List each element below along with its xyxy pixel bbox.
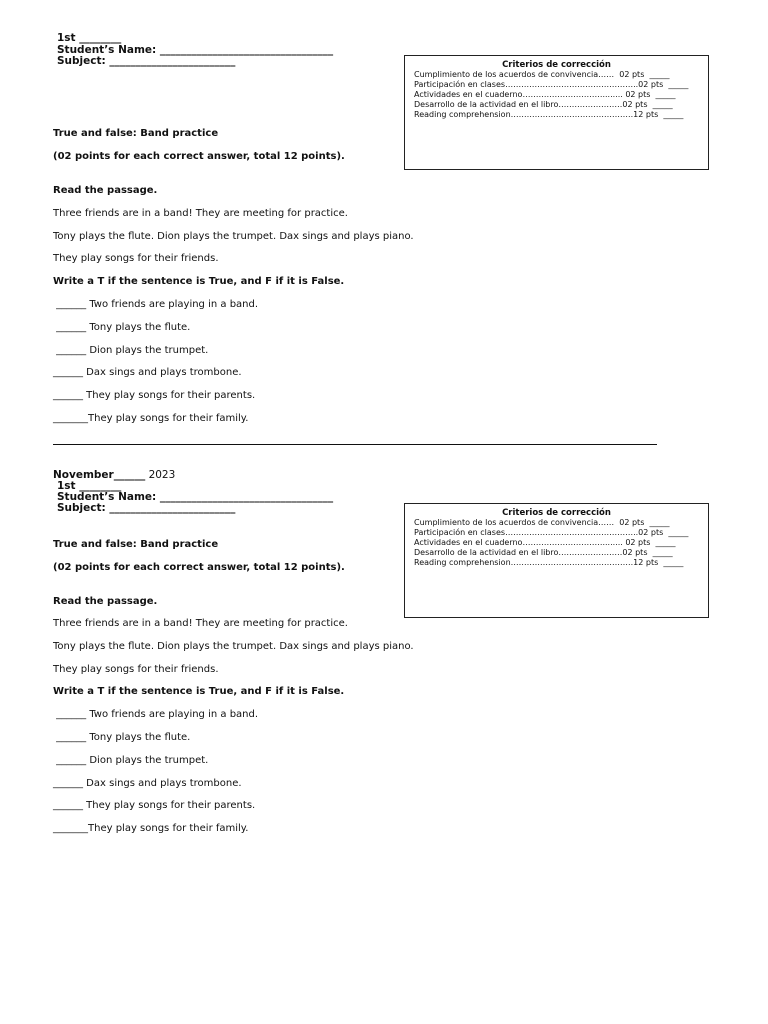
- date-month: November______: [53, 469, 146, 481]
- subject-line: Subject: ________________________: [57, 502, 236, 514]
- subject-line: Subject: ________________________: [57, 55, 236, 67]
- passage-line: They play songs for their friends.: [53, 253, 219, 264]
- student-name-line: Student’s Name: _________________________________: [57, 44, 334, 56]
- true-false-instruction: Write a T if the sentence is True, and F if it is False.: [53, 276, 345, 287]
- true-false-instruction: Write a T if the sentence is True, and F if it is False.: [53, 686, 345, 697]
- criteria-item: Reading comprehension……………………………………….12 pts _____: [414, 110, 684, 119]
- statement-item: ______ Dion plays the trumpet.: [53, 345, 209, 356]
- criteria-title: Criterios de corrección: [502, 60, 611, 70]
- grading-criteria-box: [404, 503, 709, 618]
- criteria-item: Desarrollo de la actividad en el libro……………………02 pts _____: [414, 548, 673, 557]
- grade-line: 1st ________: [57, 32, 122, 44]
- criteria-title: Criterios de corrección: [502, 508, 611, 518]
- read-instruction: Read the passage.: [53, 596, 158, 607]
- statement-item: ______ Dion plays the trumpet.: [53, 755, 209, 766]
- points-note: (02 points for each correct answer, total 12 points).: [53, 562, 345, 573]
- passage-line: Tony plays the flute. Dion plays the trumpet. Dax sings and plays piano.: [53, 231, 414, 242]
- passage-line: Three friends are in a band! They are meeting for practice.: [53, 208, 348, 219]
- passage-line: Three friends are in a band! They are meeting for practice.: [53, 618, 348, 629]
- criteria-item: Participación en clases…………………………………………..02 pts _____: [414, 528, 689, 537]
- criteria-item: Actividades en el cuaderno…………………………........ 02 pts _____: [414, 538, 676, 547]
- statement-item: ______ Dax sings and plays trombone.: [53, 778, 242, 789]
- statement-item: ______ They play songs for their parents.: [53, 800, 256, 811]
- cut-line-divider: [53, 444, 657, 445]
- criteria-item: Cumplimiento de los acuerdos de convivencia…… 02 pts _____: [414, 518, 670, 527]
- exercise-title: True and false: Band practice: [53, 539, 219, 550]
- criteria-item: Desarrollo de la actividad en el libro……………………02 pts _____: [414, 100, 673, 109]
- statement-item: _______They play songs for their family.: [53, 823, 249, 834]
- passage-line: They play songs for their friends.: [53, 664, 219, 675]
- exercise-title: True and false: Band practice: [53, 128, 219, 139]
- criteria-item: Participación en clases…………………………………………..02 pts _____: [414, 80, 689, 89]
- date-year: 2023: [145, 469, 176, 481]
- points-note: (02 points for each correct answer, total 12 points).: [53, 151, 345, 162]
- statement-item: ______ Tony plays the flute.: [53, 732, 191, 743]
- criteria-item: Cumplimiento de los acuerdos de convivencia…… 02 pts _____: [414, 70, 670, 79]
- criteria-item: Reading comprehension……………………………………….12 pts _____: [414, 558, 684, 567]
- statement-item: ______ Tony plays the flute.: [53, 322, 191, 333]
- passage-line: Tony plays the flute. Dion plays the trumpet. Dax sings and plays piano.: [53, 641, 414, 652]
- student-name-line: Student’s Name: _________________________________: [57, 491, 334, 503]
- grade-line: 1st ________: [57, 480, 122, 492]
- statement-item: ______ Two friends are playing in a band.: [53, 299, 259, 310]
- statement-item: ______ Two friends are playing in a band.: [53, 709, 259, 720]
- read-instruction: Read the passage.: [53, 185, 158, 196]
- criteria-item: Actividades en el cuaderno…………………………........ 02 pts _____: [414, 90, 676, 99]
- statement-item: ______ Dax sings and plays trombone.: [53, 367, 242, 378]
- statement-item: ______ They play songs for their parents.: [53, 390, 256, 401]
- statement-item: _______They play songs for their family.: [53, 413, 249, 424]
